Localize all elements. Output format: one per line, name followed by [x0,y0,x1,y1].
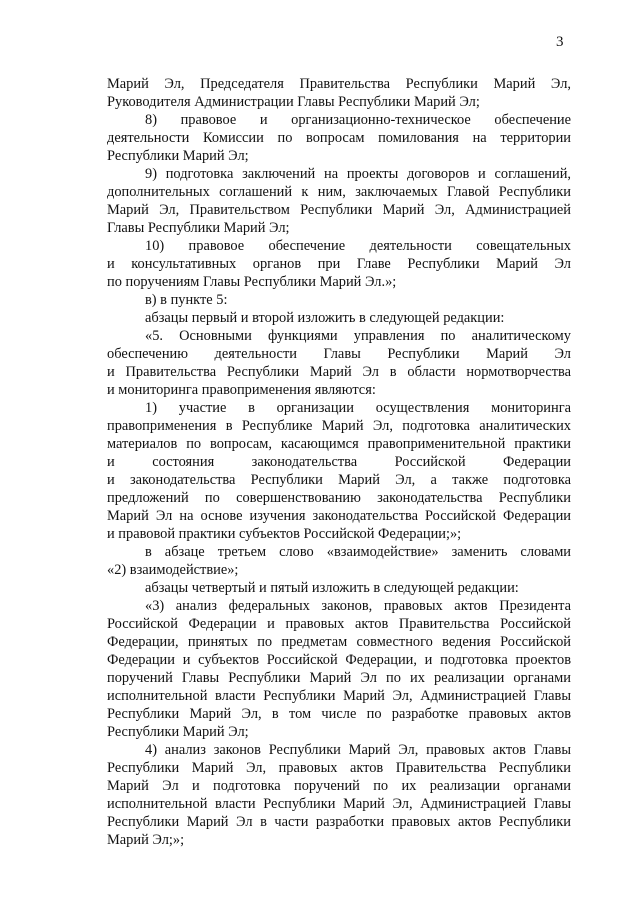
text-line: Федерации, принятых по предметам совместного ведения Российской [107,634,571,650]
text-line: поручений Главы Республики Марий Эл по их реализации органами [107,670,571,686]
text-line: 9) подготовка заключений на проекты договоров и соглашений, [145,166,571,182]
text-line: Марий Эл и подготовка поручений по их реализации органами [107,778,571,794]
text-line: Главы Республики Марий Эл; [107,220,290,236]
document-body [107,75,571,849]
text-line: Республики Марий Эл; [107,724,249,740]
text-line: Федерации и субъектов Российской Федерации, и подготовка проектов [107,652,571,668]
text-line: и законодательства Республики Марий Эл, а также подготовка [107,472,571,488]
text-line: по поручениям Главы Республики Марий Эл.»; [107,274,397,290]
text-line: «3) анализ федеральных законов, правовых актов Президента [145,598,571,614]
text-line: Республики Марий Эл, в том числе по разработке правовых актов [107,706,571,722]
text-line: 4) анализ законов Республики Марий Эл, правовых актов Главы [145,742,571,758]
text-line: правоприменения в Республике Марий Эл, подготовка аналитических [107,418,571,434]
text-line: в) в пункте 5: [145,292,228,308]
text-line: обеспечению деятельности Главы Республики Марий Эл [107,346,571,362]
text-line: Марий Эл на основе изучения законодательства Российской Федерации [107,508,571,524]
text-line: Республики Марий Эл, правовых актов Правительства Республики [107,760,571,776]
text-line: Российской Федерации и правовых актов Правительства Российской [107,616,571,632]
text-line: абзацы четвертый и пятый изложить в следующей редакции: [145,580,519,596]
text-line: Марий Эл;»; [107,832,185,848]
text-line: деятельности Комиссии по вопросам помилования на территории [107,130,571,146]
text-line: исполнительной власти Республики Марий Эл, Администрацией Главы [107,688,571,704]
text-line: и мониторинга правоприменения являются: [107,382,376,398]
text-line: и Правительства Республики Марий Эл в области нормотворчества [107,364,571,380]
text-line: «2) взаимодействие»; [107,562,239,578]
text-line: «5. Основными функциями управления по аналитическому [145,328,571,344]
text-line: в абзаце третьем слово «взаимодействие» заменить словами [145,544,571,560]
text-line: и состояния законодательства Российской Федерации [107,454,571,470]
text-line: Марий Эл, Председателя Правительства Республики Марий Эл, [107,76,571,92]
text-line: дополнительных соглашений к ним, заключаемых Главой Республики [107,184,571,200]
text-line: исполнительной власти Республики Марий Эл, Администрацией Главы [107,796,571,812]
text-line: абзацы первый и второй изложить в следующей редакции: [145,310,505,326]
text-line: и правовой практики субъектов Российской Федерации;»; [107,526,462,542]
text-line: Руководителя Администрации Главы Республики Марий Эл; [107,94,480,110]
page-number: 3 [556,34,564,50]
text-line: 8) правовое и организационно-техническое обеспечение [145,112,571,128]
text-line: Республики Марий Эл в части разработки правовых актов Республики [107,814,571,830]
text-line: 1) участие в организации осуществления мониторинга [145,400,571,416]
text-line: предложений по совершенствованию законодательства Республики [107,490,571,506]
text-line: Республики Марий Эл; [107,148,249,164]
text-line: Марий Эл, Правительством Республики Марий Эл, Администрацией [107,202,571,218]
text-line: материалов по вопросам, касающимся правоприменительной практики [107,436,571,452]
text-line: 10) правовое обеспечение деятельности совещательных [145,238,571,254]
text-line: и консультативных органов при Главе Республики Марий Эл [107,256,571,272]
